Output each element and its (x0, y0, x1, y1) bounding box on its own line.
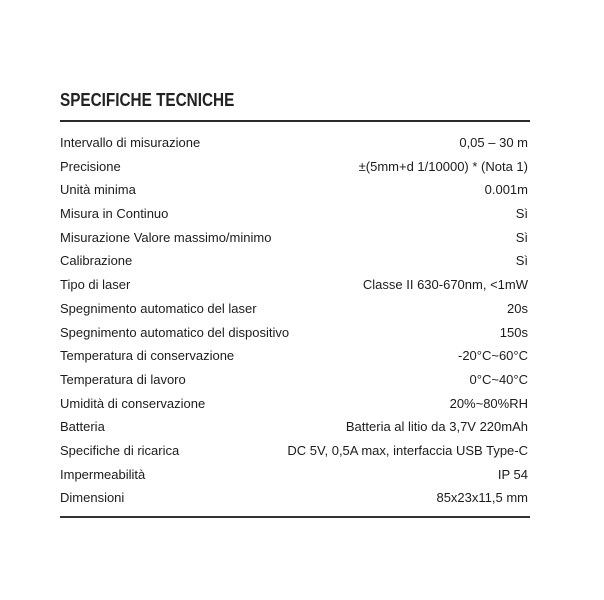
spec-row-laser-off (60, 297, 528, 321)
top-divider (60, 120, 530, 122)
spec-row-range (60, 131, 528, 155)
spec-row-storage-temp (60, 344, 528, 368)
spec-value: IP 54 (497, 466, 528, 482)
spec-row-max-min (60, 226, 528, 250)
spec-row-calibration (60, 249, 528, 273)
spec-label: Intervallo di misurazione (60, 135, 201, 150)
spec-row-dimensions (60, 486, 528, 510)
spec-row-precision (60, 155, 528, 179)
spec-label: Misurazione Valore massimo/minimo (60, 229, 272, 245)
spec-value: 20%~80%RH (449, 395, 528, 411)
bottom-divider (60, 516, 530, 518)
page-title: SPECIFICHE TECNICHE (60, 90, 235, 110)
spec-row-waterproof (60, 463, 528, 487)
spec-value: Sì (515, 253, 528, 269)
spec-row-battery (60, 415, 528, 439)
spec-value: Sì (515, 206, 528, 222)
spec-label: Spegnimento automatico del dispositivo (60, 324, 290, 340)
spec-label: Calibrazione (60, 253, 133, 269)
spec-value: Batteria al litio da 3,7V 220mAh (345, 419, 528, 435)
spec-label: Spegnimento automatico del laser (60, 300, 257, 316)
spec-row-charging (60, 439, 528, 463)
spec-label: Dimensioni (60, 490, 125, 506)
spec-label: Tipo di laser (60, 277, 131, 293)
spec-label: Unità minima (60, 182, 136, 198)
spec-row-laser-type (60, 273, 528, 297)
spec-value: 0°C~40°C (469, 371, 528, 387)
spec-value: Classe II 630-670nm, <1mW (362, 277, 528, 293)
spec-row-continuous (60, 202, 528, 226)
spec-value: 0.001m (484, 182, 528, 198)
spec-label: Misura in Continuo (60, 206, 169, 222)
spec-row-min-unit (60, 178, 528, 202)
spec-value: ±(5mm+d 1/10000) * (Nota 1) (358, 158, 528, 174)
spec-label: Precisione (60, 158, 121, 174)
spec-value: 0,05 – 30 m (459, 135, 528, 150)
spec-value: Sì (515, 229, 528, 245)
spec-row-work-temp (60, 368, 528, 392)
spec-table (60, 131, 528, 510)
spec-value: 85x23x11,5 mm (436, 490, 528, 506)
spec-row-device-off (60, 321, 528, 345)
spec-label: Temperatura di lavoro (60, 371, 186, 387)
spec-label: Umidità di conservazione (60, 395, 206, 411)
spec-value: DC 5V, 0,5A max, interfaccia USB Type-C (287, 442, 528, 458)
spec-value: 150s (499, 324, 528, 340)
spec-row-humidity (60, 392, 528, 416)
spec-value: -20°C~60°C (457, 348, 528, 364)
spec-label: Temperatura di conservazione (60, 348, 235, 364)
spec-value: 20s (507, 300, 528, 316)
spec-label: Impermeabilità (60, 466, 146, 482)
spec-label: Specifiche di ricarica (60, 442, 180, 458)
spec-label: Batteria (60, 419, 105, 435)
